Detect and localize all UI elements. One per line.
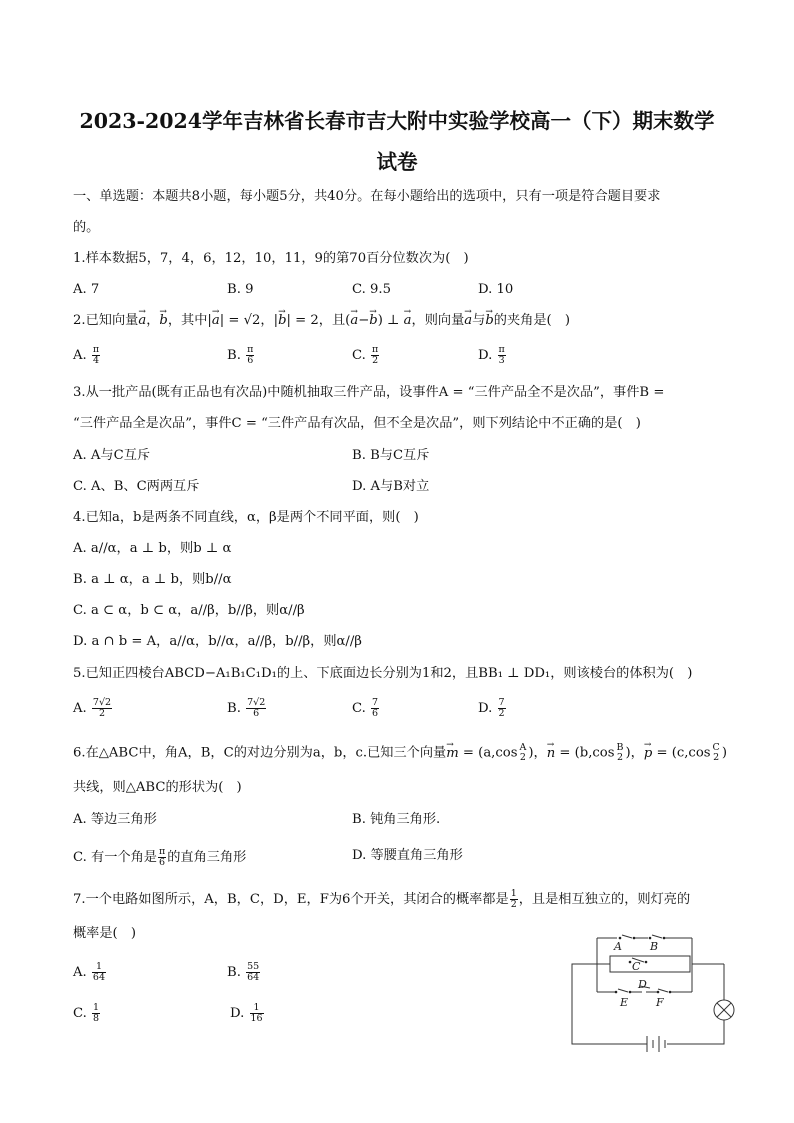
question-5-stem: 5.已知正四棱台ABCD−A₁B₁C₁D₁的上、下底面边长分别为1和2，且BB₁ ⊥ DD₁，则该棱台的体积为( ) xyxy=(73,666,693,681)
branch-c-box xyxy=(610,956,690,972)
question-3-option-a: A. A与C互斥 xyxy=(73,448,151,463)
exam-title-line2: 试卷 xyxy=(376,150,418,174)
question-2-option-b: B. $\frac{\pi}{6}$ xyxy=(227,344,254,366)
question-7-stem-line1: 7.一个电路如图所示，A，B，C，D，E，F为6个开关，其闭合的概率都是 $\frac{1}{2}$ ，且是相互独立的，则灯亮的 xyxy=(73,888,691,910)
question-6-option-c: C. 有一个角是 $\frac{\pi}{6}$ 的直角三角形 xyxy=(73,846,247,868)
question-5-option-b: B. $\frac{7√2}{6}$ xyxy=(227,697,266,719)
question-3-option-c: C. A、B、C两两互斥 xyxy=(73,479,200,494)
question-1-option-d: D. 10 xyxy=(478,282,514,297)
section-heading-line2: 的。 xyxy=(73,220,100,235)
question-4-option-d: D. a ∩ b = A，a//α，b//α，a//β，b//β，则α//β xyxy=(73,634,362,649)
switch-label-d: D xyxy=(638,978,647,991)
switch-e xyxy=(618,989,628,992)
question-2-option-a: A. $\frac{\pi}{4}$ xyxy=(73,344,100,366)
question-4-option-c: C. a ⊂ α，b ⊂ α，a//β，b//β，则α//β xyxy=(73,603,305,618)
question-1-option-c: C. 9.5 xyxy=(352,282,391,297)
question-5-option-d: D. $\frac{7}{2}$ xyxy=(478,697,505,719)
question-6-stem-line2: 共线，则△ABC的形状为( ) xyxy=(73,780,242,795)
question-4-stem: 4.已知a，b是两条不同直线，α，β是两个不同平面，则( ) xyxy=(73,510,419,525)
question-4-option-b: B. a ⊥ α，a ⊥ b，则b//α xyxy=(73,572,232,587)
question-6-stem-line1: 6.在△ABC中，角A，B，C的对边分别为a，b，c.已知三个向量→ m = (a,cos A 2 )，→ n = (b,cos B 2 )，→ p = (c,cos C 2 ) xyxy=(73,743,727,763)
question-3-option-d: D. A与B对立 xyxy=(352,479,430,494)
question-2-option-d: D. $\frac{\pi}{3}$ xyxy=(478,344,505,366)
exam-title-line1: 2023-2024学年吉林省长春市吉大附中实验学校高一（下）期末数学 xyxy=(79,109,715,133)
question-1-stem: 1.样本数据5，7，4，6，12，10，11，9的第70百分位数次为( ) xyxy=(73,251,469,266)
switch-label-c: C xyxy=(632,960,641,973)
question-7-option-d: D. $\frac{1}{16}$ xyxy=(230,1002,263,1024)
switch-label-f: F xyxy=(656,996,664,1009)
section-heading-line1: 一、单选题：本题共8小题，每小题5分，共40分。在每小题给出的选项中，只有一项是符合题目要求 xyxy=(73,189,661,204)
switch-label-b: B xyxy=(650,940,659,953)
question-7-stem-line2: 概率是( ) xyxy=(73,926,137,941)
wire-left xyxy=(572,964,647,1044)
question-1-option-a: A. 7 xyxy=(73,282,100,297)
wire-right xyxy=(667,1020,724,1044)
switch-f xyxy=(658,989,668,992)
question-7-option-c: C. $\frac{1}{8}$ xyxy=(73,1002,100,1024)
question-6-option-b: B. 钝角三角形. xyxy=(352,812,441,827)
switch-b xyxy=(652,935,662,938)
question-5-option-a: A. $\frac{7√2}{2}$ xyxy=(73,697,112,719)
question-2-stem: 2.已知向量→ a，→ b，其中|→ a| = √2，|→ b| = 2，且(→ a−→ b) ⊥ → a，则向量→ a与→ b的夹角是( ) xyxy=(73,312,570,330)
question-3-option-b: B. B与C互斥 xyxy=(352,448,430,463)
question-7-option-a: A. $\frac{1}{64}$ xyxy=(73,961,106,983)
switch-a xyxy=(622,935,632,938)
switch-label-e: E xyxy=(620,996,629,1009)
circuit-diagram xyxy=(562,928,742,1058)
question-5-option-c: C. $\frac{7}{6}$ xyxy=(352,697,379,719)
question-4-option-a: A. a//α，a ⊥ b，则b ⊥ α xyxy=(73,541,232,556)
question-6-option-d: D. 等腰直角三角形 xyxy=(352,848,463,863)
question-2-option-c: C. $\frac{\pi}{2}$ xyxy=(352,344,379,366)
question-3-stem-line2: “三件产品全是次品”，事件C = “三件产品有次品，但不全是次品”，则下列结论中不正确的是( ) xyxy=(73,416,641,431)
switch-label-a: A xyxy=(614,940,622,953)
question-7-option-b: B. $\frac{55}{64}$ xyxy=(227,961,260,983)
question-6-option-a: A. 等边三角形 xyxy=(73,812,157,827)
question-3-stem-line1: 3.从一批产品(既有正品也有次品)中随机抽取三件产品，设事件A = “三件产品全不是次品”，事件B = xyxy=(73,385,665,400)
question-1-option-b: B. 9 xyxy=(227,282,254,297)
